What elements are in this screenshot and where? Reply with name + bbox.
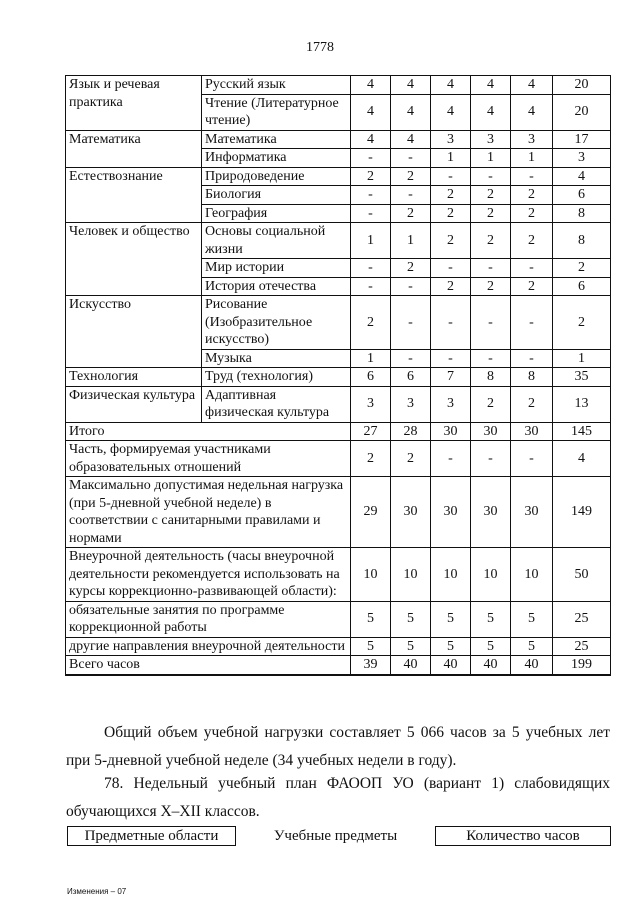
table-row [66, 477, 611, 548]
subject-cell: Адаптивная физическая культура [202, 386, 351, 422]
value-cell: 2 [351, 296, 391, 350]
value-cell: 5 [431, 601, 471, 637]
row-label-cell: Итого [66, 422, 351, 441]
value-cell: 30 [471, 477, 511, 548]
value-cell: 5 [391, 601, 431, 637]
value-cell: 5 [471, 637, 511, 656]
value-cell: 2 [391, 204, 431, 223]
total-cell: 20 [553, 94, 611, 130]
value-cell: 2 [431, 277, 471, 296]
value-cell: 5 [351, 601, 391, 637]
value-cell: 40 [391, 656, 431, 675]
value-cell: 4 [351, 130, 391, 149]
value-cell: 5 [431, 637, 471, 656]
value-cell: 5 [471, 601, 511, 637]
area-cell: Искусство [66, 296, 202, 368]
value-cell: 4 [431, 76, 471, 95]
subject-cell: Мир истории [202, 259, 351, 278]
value-cell: - [351, 149, 391, 168]
total-cell: 8 [553, 223, 611, 259]
value-cell: - [351, 186, 391, 205]
value-cell: 4 [511, 76, 553, 95]
value-cell: 1 [471, 149, 511, 168]
value-cell: - [471, 349, 511, 368]
value-cell: - [511, 349, 553, 368]
value-cell: 4 [391, 94, 431, 130]
value-cell: 2 [471, 186, 511, 205]
curriculum-table [65, 75, 611, 676]
value-cell: 2 [391, 167, 431, 186]
header-subjects: Учебные предметы [236, 827, 436, 846]
total-cell: 6 [553, 277, 611, 296]
area-cell: Физическая культура [66, 386, 202, 422]
total-cell: 25 [553, 637, 611, 656]
table-row [66, 76, 611, 95]
subject-cell: Рисование (Изобразительное искусство) [202, 296, 351, 350]
value-cell: 30 [511, 422, 553, 441]
row-label-cell: Всего часов [66, 656, 351, 675]
value-cell: - [391, 277, 431, 296]
value-cell: 40 [471, 656, 511, 675]
value-cell: 30 [431, 477, 471, 548]
value-cell: 6 [351, 368, 391, 387]
value-cell: - [431, 259, 471, 278]
area-cell: Технология [66, 368, 202, 387]
subject-cell: Труд (технология) [202, 368, 351, 387]
value-cell: 7 [431, 368, 471, 387]
section-heading-text: 78. Недельный учебный план ФАООП УО (вариант 1) слабовидящих обучающихся X–XII классов. [66, 775, 610, 820]
row-label-cell: другие направления внеурочной деятельности [66, 637, 351, 656]
total-cell: 1 [553, 349, 611, 368]
value-cell: 28 [391, 422, 431, 441]
table-row [66, 601, 611, 637]
table-row [66, 296, 611, 350]
value-cell: - [431, 296, 471, 350]
footer-note: Изменения – 07 [67, 887, 127, 896]
value-cell: 10 [511, 548, 553, 602]
table-row [66, 656, 611, 675]
total-cell: 2 [553, 259, 611, 278]
value-cell: 2 [471, 386, 511, 422]
value-cell: 2 [511, 277, 553, 296]
total-cell: 4 [553, 441, 611, 477]
value-cell: 2 [471, 277, 511, 296]
subject-cell: Чтение (Литературное чтение) [202, 94, 351, 130]
area-cell: Человек и общество [66, 223, 202, 296]
total-cell: 13 [553, 386, 611, 422]
value-cell: 40 [511, 656, 553, 675]
value-cell: - [511, 296, 553, 350]
value-cell: 8 [511, 368, 553, 387]
total-cell: 17 [553, 130, 611, 149]
value-cell: - [511, 259, 553, 278]
value-cell: - [391, 349, 431, 368]
header-subject-areas: Предметные области [68, 827, 236, 846]
value-cell: - [511, 441, 553, 477]
total-cell: 3 [553, 149, 611, 168]
table-row [66, 368, 611, 387]
value-cell: - [351, 277, 391, 296]
table-row [66, 422, 611, 441]
total-cell: 6 [553, 186, 611, 205]
value-cell: 4 [351, 94, 391, 130]
value-cell: 1 [351, 349, 391, 368]
value-cell: - [431, 441, 471, 477]
value-cell: 27 [351, 422, 391, 441]
value-cell: 1 [511, 149, 553, 168]
value-cell: 4 [471, 94, 511, 130]
header-hours: Количество часов [436, 827, 611, 846]
total-cell: 4 [553, 167, 611, 186]
value-cell: 3 [391, 386, 431, 422]
row-label-cell: Максимально допустимая недельная нагрузка (при 5-дневной учебной неделе) в соответствии с санитарными правилами и нормами [66, 477, 351, 548]
value-cell: 5 [351, 637, 391, 656]
value-cell: 3 [431, 386, 471, 422]
value-cell: - [391, 186, 431, 205]
value-cell: 30 [431, 422, 471, 441]
value-cell: 4 [391, 76, 431, 95]
value-cell: 2 [431, 186, 471, 205]
workload-paragraph-text: Общий объем учебной нагрузки составляет 5 066 часов за 5 учебных лет при 5-дневной учебной неделе (34 учебных недели в году). [66, 724, 610, 769]
value-cell: 2 [431, 223, 471, 259]
value-cell: 10 [471, 548, 511, 602]
value-cell: - [471, 167, 511, 186]
value-cell: 10 [431, 548, 471, 602]
value-cell: 1 [431, 149, 471, 168]
value-cell: 4 [511, 94, 553, 130]
value-cell: 5 [511, 601, 553, 637]
section-heading-paragraph [66, 770, 610, 826]
value-cell: - [351, 204, 391, 223]
total-cell: 149 [553, 477, 611, 548]
value-cell: 3 [471, 130, 511, 149]
area-cell: Язык и речевая практика [66, 76, 202, 131]
table-row [66, 637, 611, 656]
value-cell: 29 [351, 477, 391, 548]
table-row [66, 386, 611, 422]
row-label-cell: обязательные занятия по программе коррекционной работы [66, 601, 351, 637]
subject-cell: Русский язык [202, 76, 351, 95]
subject-cell: Биология [202, 186, 351, 205]
value-cell: 2 [471, 223, 511, 259]
value-cell: - [391, 296, 431, 350]
value-cell: - [431, 349, 471, 368]
value-cell: 2 [511, 186, 553, 205]
value-cell: 10 [351, 548, 391, 602]
table-row [66, 167, 611, 186]
value-cell: 8 [471, 368, 511, 387]
subject-cell: Музыка [202, 349, 351, 368]
total-cell: 25 [553, 601, 611, 637]
value-cell: 30 [471, 422, 511, 441]
value-cell: 2 [511, 223, 553, 259]
area-cell: Математика [66, 130, 202, 167]
total-cell: 199 [553, 656, 611, 675]
value-cell: 3 [511, 130, 553, 149]
value-cell: 2 [431, 204, 471, 223]
value-cell: 4 [391, 130, 431, 149]
value-cell: 5 [511, 637, 553, 656]
value-cell: 1 [391, 223, 431, 259]
total-cell: 50 [553, 548, 611, 602]
subject-cell: История отечества [202, 277, 351, 296]
total-cell: 145 [553, 422, 611, 441]
row-label-cell: Часть, формируемая участниками образовательных отношений [66, 441, 351, 477]
value-cell: 10 [391, 548, 431, 602]
table-row [66, 223, 611, 259]
value-cell: - [471, 296, 511, 350]
value-cell: 3 [351, 386, 391, 422]
total-cell: 20 [553, 76, 611, 95]
value-cell: 40 [431, 656, 471, 675]
value-cell: 2 [351, 441, 391, 477]
value-cell: 39 [351, 656, 391, 675]
value-cell: 6 [391, 368, 431, 387]
total-cell: 35 [553, 368, 611, 387]
value-cell: 2 [511, 386, 553, 422]
value-cell: 4 [471, 76, 511, 95]
next-table-header [67, 826, 611, 846]
table-header-row [68, 827, 611, 846]
subject-cell: Информатика [202, 149, 351, 168]
area-cell: Естествознание [66, 167, 202, 223]
value-cell: - [471, 259, 511, 278]
value-cell: 1 [351, 223, 391, 259]
value-cell: - [391, 149, 431, 168]
value-cell: 5 [391, 637, 431, 656]
table-row [66, 548, 611, 602]
value-cell: 3 [431, 130, 471, 149]
value-cell: 2 [471, 204, 511, 223]
table-row [66, 441, 611, 477]
workload-paragraph [66, 719, 610, 775]
value-cell: - [511, 167, 553, 186]
value-cell: 30 [391, 477, 431, 548]
value-cell: 4 [351, 76, 391, 95]
value-cell: - [471, 441, 511, 477]
value-cell: 2 [511, 204, 553, 223]
subject-cell: География [202, 204, 351, 223]
total-cell: 2 [553, 296, 611, 350]
value-cell: 2 [391, 259, 431, 278]
page-number: 1778 [306, 40, 334, 55]
value-cell: 2 [351, 167, 391, 186]
value-cell: - [351, 259, 391, 278]
value-cell: 2 [391, 441, 431, 477]
total-cell: 8 [553, 204, 611, 223]
value-cell: - [431, 167, 471, 186]
row-label-cell: Внеурочной деятельность (часы внеурочной деятельности рекомендуется использовать на курсы коррекционно-развивающей области): [66, 548, 351, 602]
value-cell: 4 [431, 94, 471, 130]
subject-cell: Математика [202, 130, 351, 149]
subject-cell: Основы социальной жизни [202, 223, 351, 259]
value-cell: 30 [511, 477, 553, 548]
table-row [66, 130, 611, 149]
subject-cell: Природоведение [202, 167, 351, 186]
